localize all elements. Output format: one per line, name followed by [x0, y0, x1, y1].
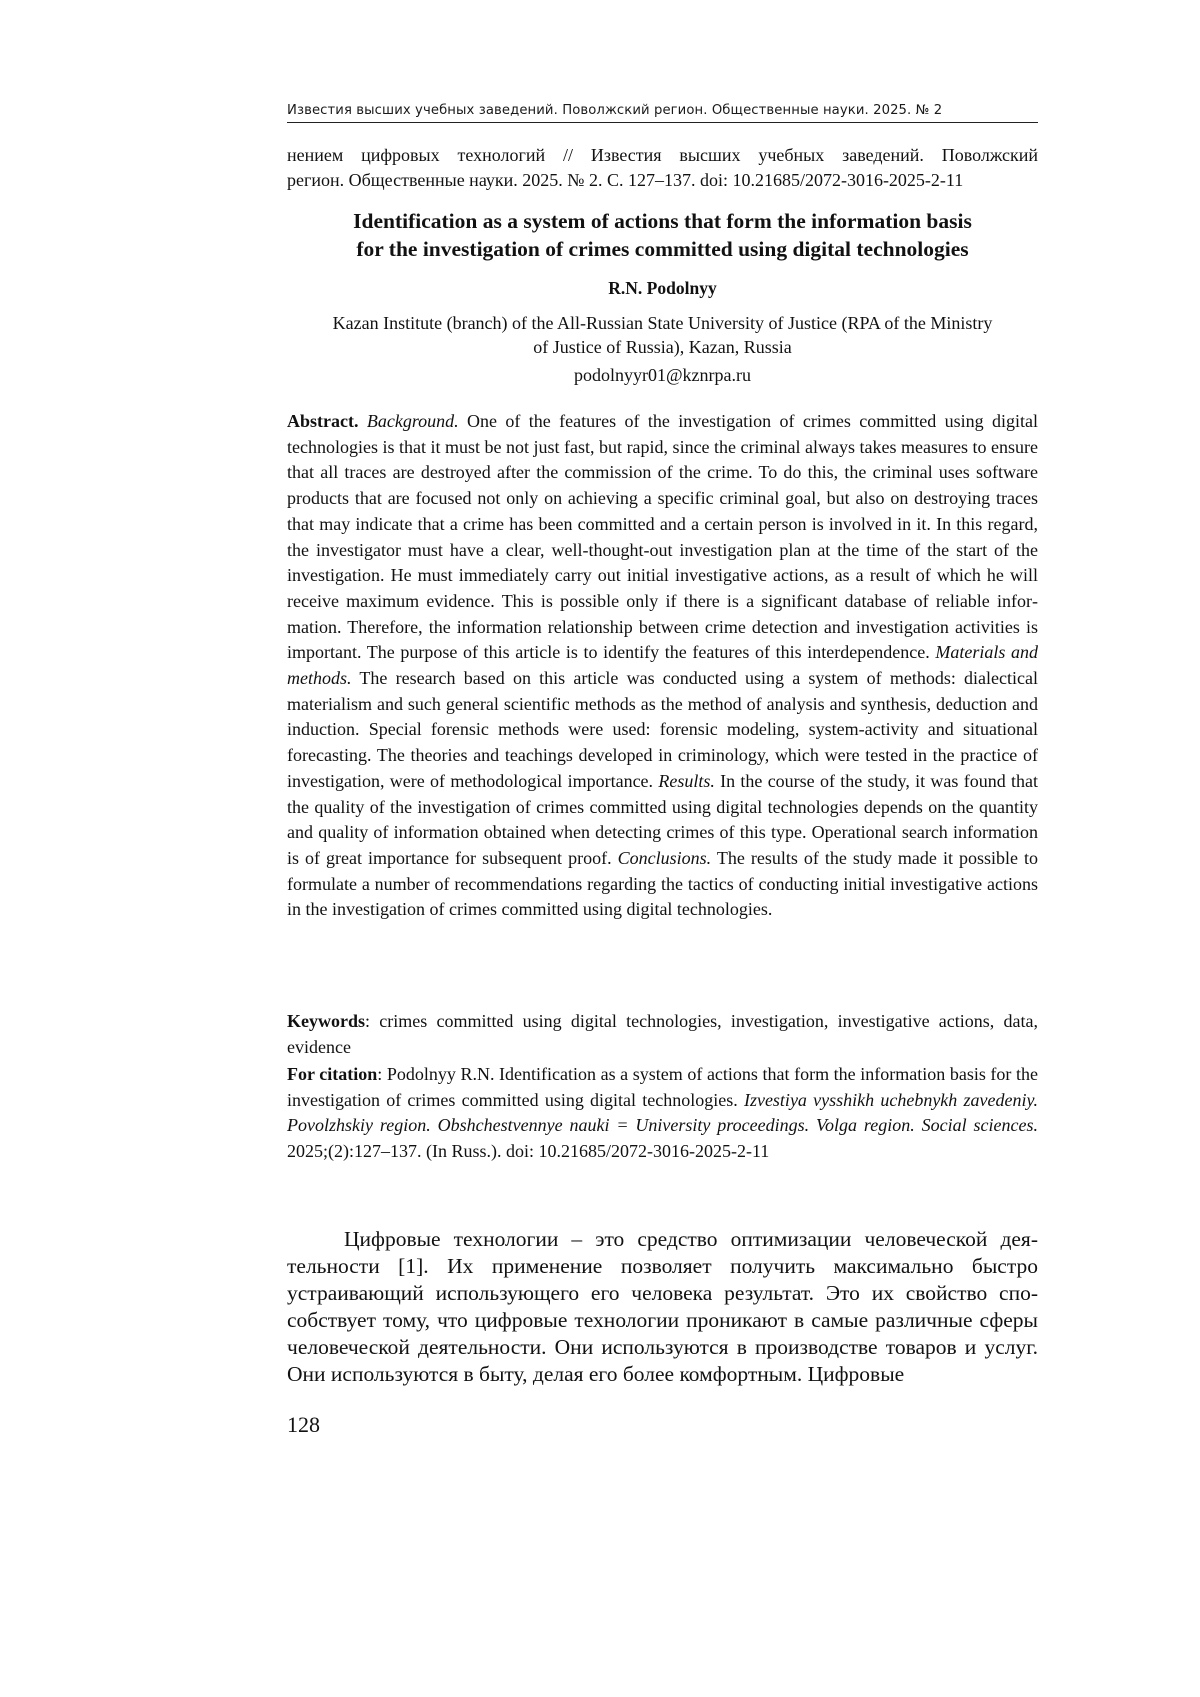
- author-affiliation: [287, 311, 1038, 359]
- affiliation-line-2: of Justice of Russia), Kazan, Russia: [533, 337, 792, 357]
- running-header: Известия высших учебных заведений. Поволжский регион. Общественные науки. 2025. № 2: [287, 103, 1038, 123]
- body-paragraph: Цифровые технологии – это средство оптимизации человеческой деятельности [1]. Их применение позволяет получить максимально быстро устраивающий использующего его человека результат. Это их свойство способствует тому, что цифровые технологии проникают в самые различные сферы человеческой деятельности. Они используются в производстве товаров и услуг. Они используются в быту, делая его более комфортным. Цифровые: [287, 1227, 1038, 1386]
- author-email: podolnyyr01@kznrpa.ru: [573, 365, 752, 385]
- for-citation-paragraph: [287, 1062, 1038, 1165]
- for-citation-text-after: 2025;(2):127–137. (In Russ.). doi: 10.21685/2072-3016-2025-2-11: [287, 1141, 770, 1162]
- keywords-label: Keywords: [287, 1011, 365, 1031]
- for-citation: [287, 1062, 1038, 1165]
- article-title-line-1: Identification as a system of actions that form the information basis: [353, 209, 972, 233]
- keywords: [287, 1009, 1038, 1060]
- article-title: [287, 207, 1038, 263]
- methods-label: Materials and methods.: [287, 642, 1039, 689]
- keywords-text: : crimes committed using digital technologies, investigation, investigative actions, data, evidence: [287, 1011, 1038, 1057]
- results-label: Results.: [658, 770, 715, 791]
- methods-text: The research based on this article was conducted using a system of methods: dialectical materialism and such general scientific methods as the method of analysis and synthesis, deduction and induction. Special forensic methods were used: forensic modeling, system-activity and situational forecasting. The theories and teachings developed in criminology, which were tested in the practice of investigation, were of methodological importance.: [287, 668, 1038, 791]
- citation-tail-line-2: регион. Общественные науки. 2025. № 2. С. 127–137. doi: 10.21685/2072-3016-2025-2-11: [287, 170, 964, 190]
- for-citation-text-before: : Podolnyy R.N. Identification as a system of actions that form the information basis for the investigation of crimes committed using digital technologies.: [287, 1064, 1038, 1110]
- citation-tail-line-1: нением цифровых технологий // Известия высших учебных заведений. Поволжский: [287, 145, 1038, 165]
- affiliation-line-1: Kazan Institute (branch) of the All-Russian State University of Justice (RPA of the Ministry: [332, 313, 993, 333]
- conclusions-text: The results of the study made it possible to formulate a number of recommendations regarding the tactics of conducting initial investigative actions in the investigation of crimes committed using digital technologies.: [287, 847, 1038, 920]
- results-text: In the course of the study, it was found that the quality of the investigation of crimes committed using digital technologies depends on the quantity and quality of information obtained when detecting crimes of this type. Operational search information is of great importance for subsequent proof.: [287, 770, 1038, 868]
- for-citation-label: For citation: [287, 1064, 378, 1084]
- russian-citation-tail: [287, 143, 1038, 193]
- article-title-line-2: for the investigation of crimes committed using digital technologies: [356, 237, 969, 261]
- for-citation-journal: Izvestiya vysshikh uchebnykh zavedeniy. Povolzhskiy region. Obshchestvennye nauki = University proceedings. Volga region. Social sciences.: [287, 1089, 1038, 1136]
- conclusions-label: Conclusions.: [617, 847, 712, 868]
- background-text: One of the features of the investigation of crimes committed using digital technologies is that it must be not just fast, but rapid, since the criminal always takes measures to ensure that all traces are destroyed after the commission of the crime. To do this, the criminal uses software products that are focused not only on achieving a specific criminal goal, but also on destroying traces that may indicate that a crime has been committed and a certain person is involved in it. In this regard, the investigator must have a clear, well-thought-out investigation plan at the time of the start of the investigation. He must immediately carry out initial investigative actions, as a result of which he will receive maximum evidence. This is possible only if there is a significant database of reliable information. Therefore, the information relationship between crime detection and investigation activities is important. The purpose of this article is to identify the features of this interdependence.: [287, 411, 1038, 663]
- background-label: Background.: [366, 411, 459, 431]
- abstract-paragraph: [287, 409, 1038, 923]
- abstract-label: Abstract.: [287, 411, 359, 431]
- page-number: 128: [287, 1412, 320, 1437]
- abstract: [287, 409, 1038, 923]
- keywords-paragraph: [287, 1009, 1038, 1060]
- author-name: R.N. Podolnyy: [608, 278, 717, 298]
